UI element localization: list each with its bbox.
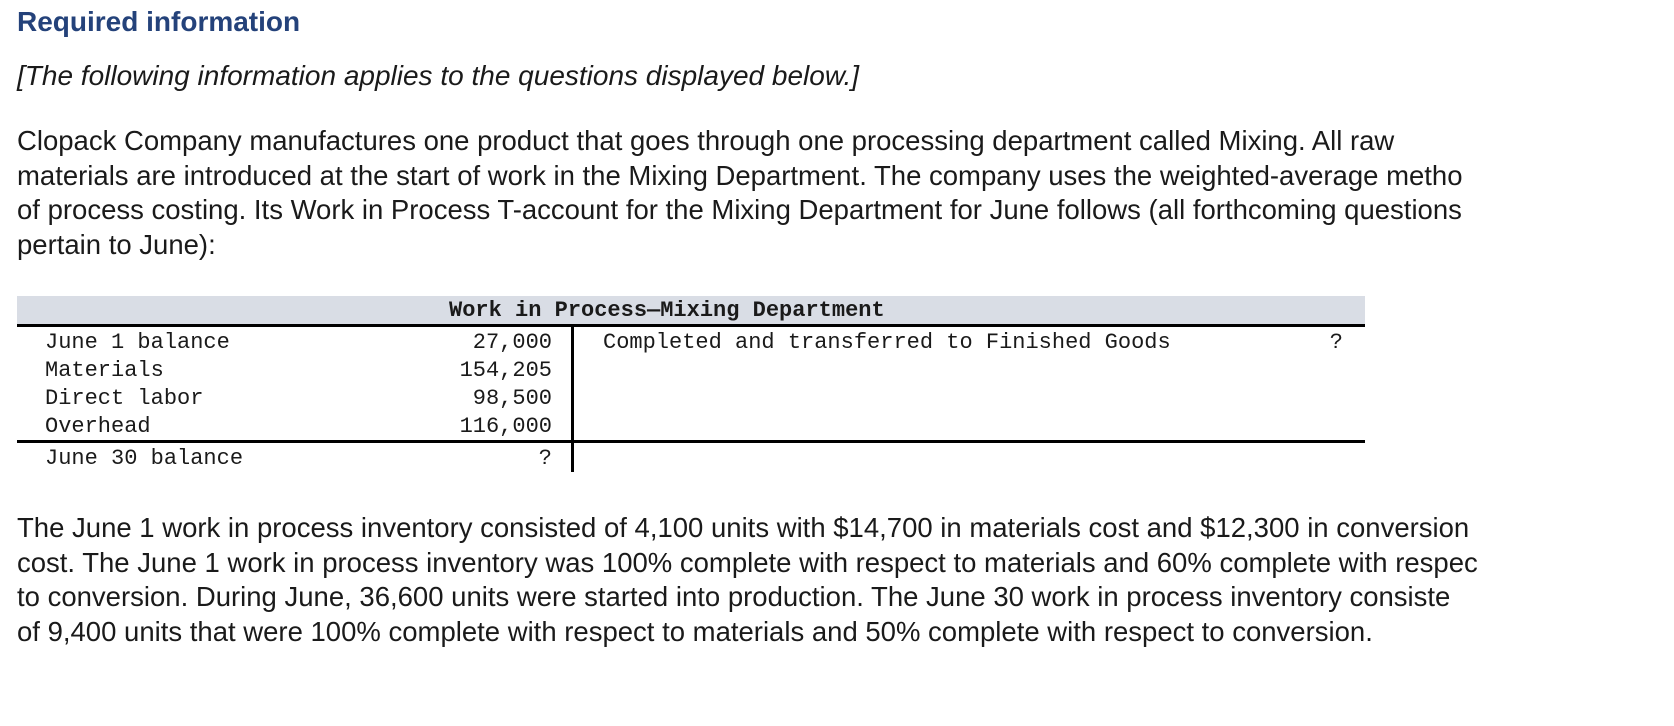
- debit-row: [17, 386, 552, 414]
- debit-label: Direct labor: [45, 386, 204, 411]
- ending-balance-row: [17, 446, 552, 474]
- debit-row: [17, 330, 552, 358]
- details-line: cost. The June 1 work in process inventory was 100% complete with respect to materials and 60% complete with respec: [17, 546, 1478, 578]
- details-paragraph: [17, 511, 1674, 649]
- required-information-heading: Required information: [17, 6, 301, 37]
- credit-row: [603, 330, 1343, 358]
- debit-label: June 1 balance: [45, 330, 230, 355]
- intro-line: of process costing. Its Work in Process T-account for the Mixing Department for June follows (all forthcoming questions: [17, 194, 1462, 225]
- t-account-title-bar: [17, 296, 1365, 327]
- debit-amount: 98,500: [472, 386, 552, 411]
- details-line: The June 1 work in process inventory consisted of 4,100 units with $14,700 in materials cost and $12,300 in conversion: [17, 512, 1470, 543]
- debit-amount: 154,205: [459, 358, 552, 383]
- debit-label: Materials: [45, 358, 164, 383]
- debit-row: [17, 414, 552, 442]
- debit-amount: 116,000: [459, 414, 552, 439]
- t-account-title: Work in Process—Mixing Department: [449, 298, 885, 323]
- debit-amount: 27,000: [472, 330, 552, 355]
- debit-label: Overhead: [45, 414, 151, 439]
- ending-balance-amount: ?: [538, 446, 552, 471]
- intro-line: Clopack Company manufactures one product that goes through one processing department called Mixing. All raw: [17, 125, 1395, 156]
- intro-line: materials are introduced at the start of work in the Mixing Department. The company uses the weighted-average metho: [17, 159, 1463, 191]
- instructions-note: [The following information applies to the questions displayed below.]: [17, 60, 860, 91]
- intro-paragraph: [17, 124, 1674, 262]
- credit-label: Completed and transferred to Finished Goods: [603, 330, 1171, 355]
- intro-line: pertain to June):: [17, 228, 216, 260]
- ending-balance-label: June 30 balance: [45, 446, 244, 471]
- details-line: of 9,400 units that were 100% complete with respect to materials and 50% complete with respect to conversion.: [17, 615, 1373, 647]
- debit-row: [17, 358, 552, 386]
- work-in-process-t-account: [17, 296, 1365, 472]
- t-account-vertical-divider: [571, 327, 574, 472]
- details-line: to conversion. During June, 36,600 units were started into production. The June 30 work in process inventory consiste: [17, 581, 1451, 612]
- credit-amount: ?: [1329, 330, 1343, 355]
